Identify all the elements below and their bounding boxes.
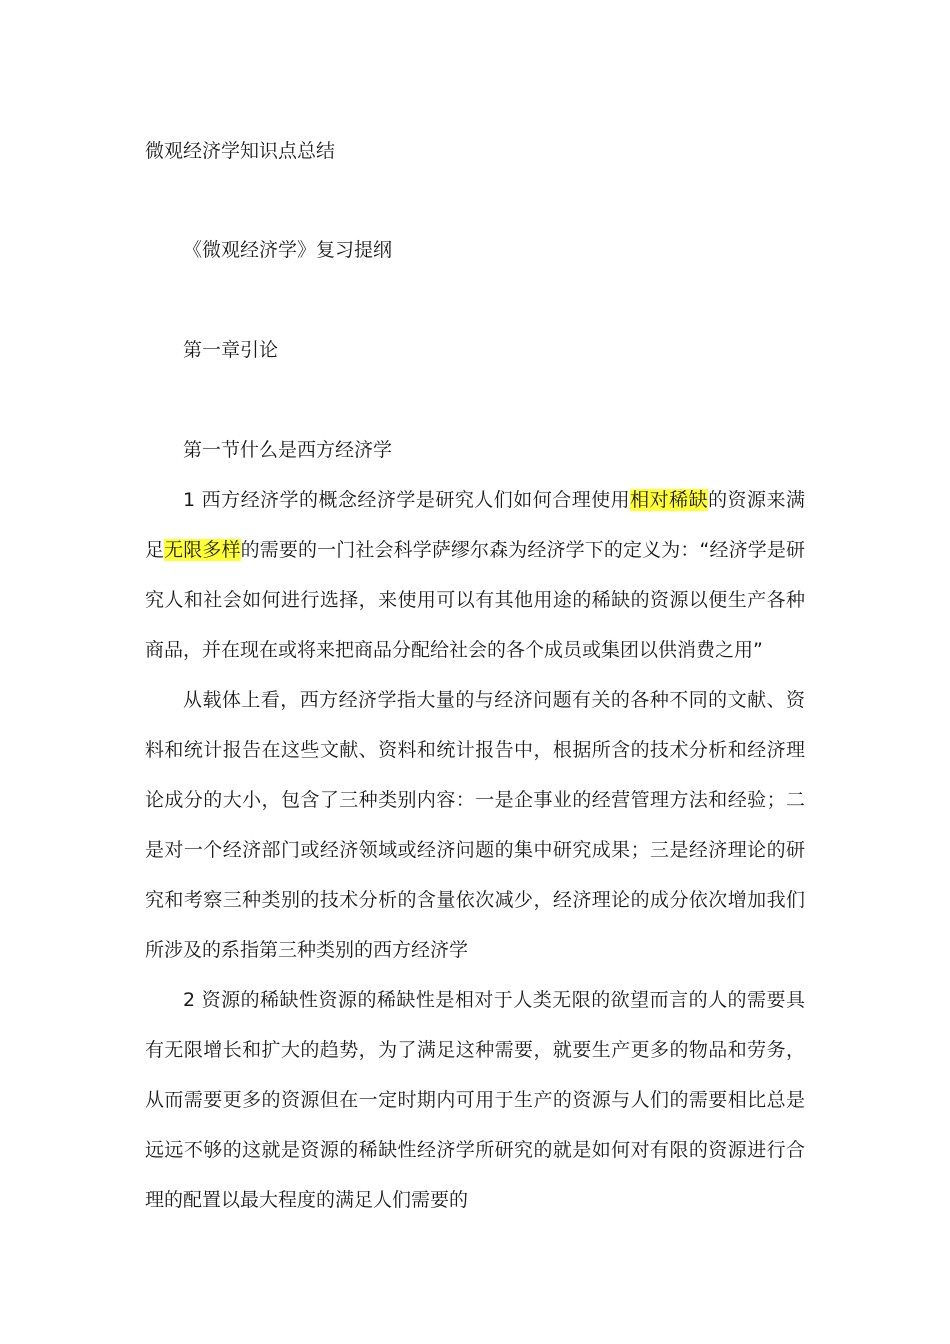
paragraph-resource-scarcity: 2 资源的稀缺性资源的稀缺性是相对于人类无限的欲望而言的人的需要具有无限增长和扩大的趋势，为了满足这种需要，就要生产更多的物品和劳务，从而需要更多的资源但在一定时期内可用于生产的资源与人们的需要相比总是远远不够的这就是资源的稀缺性经济学所研究的就是如何对有限的资源进行合理的配置以最大程度的满足人们需要的 — [145, 989, 805, 1211]
paragraph-carrier-view: 从载体上看，西方经济学指大量的与经济问题有关的各种不同的文献、资料和统计报告在这些文献、资料和统计报告中，根据所含的技术分析和经济理论成分的大小，包含了三种类别内容：一是企事业的经营管理方法和经验；二是对一个经济部门或经济领域或经济问题的集中研究成果；三是经济理论的研究和考察三种类别的技术分析的含量依次减少，经济理论的成分依次增加我们所涉及的系指第三种类别的西方经济学 — [145, 689, 805, 961]
paragraph-economics-definition — [145, 475, 805, 675]
paragraph-text: 1 西方经济学的概念经济学是研究人们如何合理使用 — [183, 489, 631, 511]
section-title: 第一节什么是西方经济学 — [183, 439, 393, 461]
document-title: 微观经济学知识点总结 — [145, 140, 336, 162]
highlighted-text: 相对稀缺 — [630, 489, 709, 511]
highlighted-text: 无限多样 — [164, 539, 241, 561]
paragraph-text: 的资源来满足 — [145, 489, 805, 561]
chapter-title: 第一章引论 — [183, 339, 279, 361]
outline-title: 《微观经济学》复习提纲 — [183, 239, 393, 261]
paragraph-text: 的需要的一门社会科学萨缪尔森为经济学下的定义为：“经济学是研究人和社会如何进行选择，来使用可以有其他用途的稀缺的资源以便生产各种商品，并在现在或将来把商品分配给社会的各个成员或集团以供消费之用” — [145, 539, 805, 661]
